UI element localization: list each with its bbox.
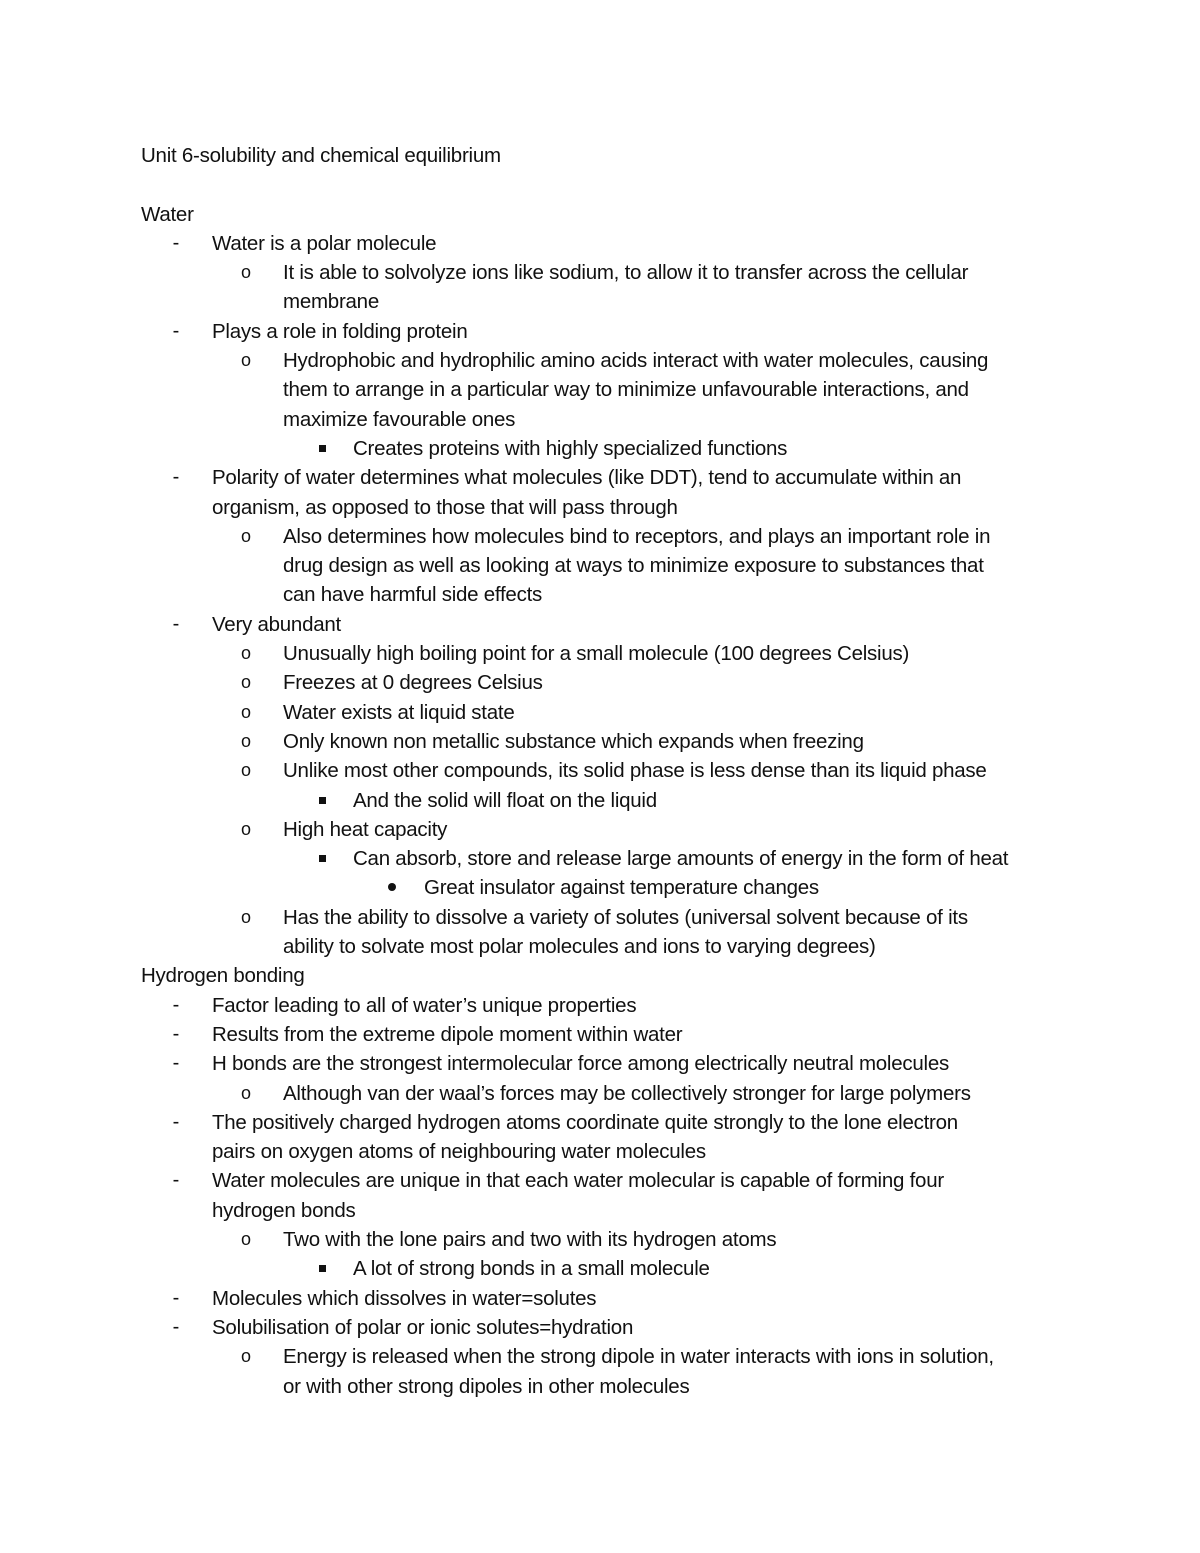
list-item-text: Has the ability to dissolve a variety of solutes (universal solvent because of its xyxy=(283,905,968,929)
list-item-text: Results from the extreme dipole moment within water xyxy=(212,1022,683,1046)
list-item-text: Two with the lone pairs and two with its hydrogen atoms xyxy=(283,1228,777,1251)
list-item-text: pairs on oxygen atoms of neighbouring water molecules xyxy=(212,1140,706,1164)
list-item-text: can have harmful side effects xyxy=(283,583,543,607)
list-item-text: ability to solvate most polar molecules and ions to varying degrees) xyxy=(283,935,876,958)
list-item-text: Can absorb, store and release large amounts of energy in the form of heat xyxy=(353,847,1009,871)
bullet-marker xyxy=(388,883,396,891)
bullet-marker: - xyxy=(172,231,180,254)
bullet-marker: o xyxy=(240,643,251,663)
list-item-text: Solubilisation of polar or ionic solutes=hydration xyxy=(212,1315,634,1339)
list-item-text: drug design as well as looking at ways to minimize exposure to substances that xyxy=(283,554,984,578)
list-item-text: Energy is released when the strong dipole in water interacts with ions in solution, xyxy=(283,1345,994,1369)
list-item-text: A lot of strong bonds in a small molecule xyxy=(353,1257,710,1281)
bullet-marker: - xyxy=(172,466,180,489)
bullet-marker: - xyxy=(172,612,180,635)
bullet-marker: o xyxy=(240,1346,251,1367)
list-item-text: Unlike most other compounds, its solid phase is less dense than its liquid phase xyxy=(283,759,987,783)
bullet-marker: o xyxy=(240,906,251,927)
list-item-text: Creates proteins with highly specialized functions xyxy=(353,436,788,460)
list-item-text: them to arrange in a particular way to minimize unfavourable interactions, and xyxy=(283,378,969,402)
bullet-marker xyxy=(319,855,326,862)
bullet-marker xyxy=(319,797,326,804)
list-item-text: Hydrophobic and hydrophilic amino acids interact with water molecules, causing xyxy=(283,349,989,372)
bullet-marker: o xyxy=(240,701,251,722)
list-item-text: It is able to solvolyze ions like sodium, to allow it to transfer across the cellular xyxy=(283,261,969,285)
list-item-text: Factor leading to all of water’s unique properties xyxy=(212,993,637,1017)
list-item-text: Freezes at 0 degrees Celsius xyxy=(283,671,543,695)
bullet-marker: o xyxy=(240,1229,251,1249)
list-item-text: organism, as opposed to those that will pass through xyxy=(212,495,678,519)
bullet-marker: - xyxy=(172,1315,180,1338)
list-item-text: And the solid will float on the liquid xyxy=(353,788,657,812)
section-heading: Hydrogen bonding xyxy=(141,964,305,988)
bullet-marker: o xyxy=(240,525,251,546)
bullet-marker: - xyxy=(172,1169,180,1192)
list-item-text: Water molecules are unique in that each water molecular is capable of forming four xyxy=(212,1169,944,1193)
bullet-marker: - xyxy=(172,1110,180,1133)
list-item-text: Plays a role in folding protein xyxy=(212,319,468,343)
document-title: Unit 6-solubility and chemical equilibrium xyxy=(141,144,501,167)
list-item-text: Unusually high boiling point for a small molecule (100 degrees Celsius) xyxy=(283,642,910,665)
list-item-text: Polarity of water determines what molecules (like DDT), tend to accumulate within an xyxy=(212,466,962,490)
list-item-text: H bonds are the strongest intermolecular force among electrically neutral molecules xyxy=(212,1052,949,1076)
list-item-text: Molecules which dissolves in water=solutes xyxy=(212,1286,597,1310)
list-item-text: hydrogen bonds xyxy=(212,1198,356,1222)
bullet-marker: - xyxy=(172,319,180,342)
bullet-marker: - xyxy=(172,1286,180,1309)
section-heading: Water xyxy=(141,202,194,226)
list-item-text: The positively charged hydrogen atoms coordinate quite strongly to the lone electron xyxy=(212,1110,958,1134)
list-item-text: Very abundant xyxy=(212,612,341,636)
list-item-text: maximize favourable ones xyxy=(283,407,516,431)
bullet-marker: o xyxy=(240,730,251,751)
list-item-text: Water is a polar molecule xyxy=(212,231,437,255)
list-item-text: Water exists at liquid state xyxy=(283,700,515,724)
bullet-marker: - xyxy=(172,1022,180,1045)
list-item-text: Also determines how molecules bind to receptors, and plays an important role in xyxy=(283,524,991,548)
list-item-text: or with other strong dipoles in other molecules xyxy=(283,1374,690,1398)
bullet-marker xyxy=(319,445,326,452)
bullet-marker: o xyxy=(240,350,251,370)
bullet-marker: - xyxy=(172,1052,180,1075)
list-item-text: Great insulator against temperature changes xyxy=(424,876,819,900)
list-item-text: Only known non metallic substance which expands when freezing xyxy=(283,729,864,753)
list-item-text: High heat capacity xyxy=(283,817,448,841)
bullet-marker: o xyxy=(240,818,251,839)
bullet-marker: o xyxy=(240,760,251,781)
bullet-marker xyxy=(319,1265,326,1272)
bullet-marker: o xyxy=(240,262,251,283)
bullet-marker: o xyxy=(240,1082,251,1103)
bullet-marker: o xyxy=(240,672,251,693)
list-item-text: membrane xyxy=(283,290,379,314)
list-item-text: Although van der waal’s forces may be collectively stronger for large polymers xyxy=(283,1081,971,1105)
bullet-marker: - xyxy=(172,993,180,1016)
